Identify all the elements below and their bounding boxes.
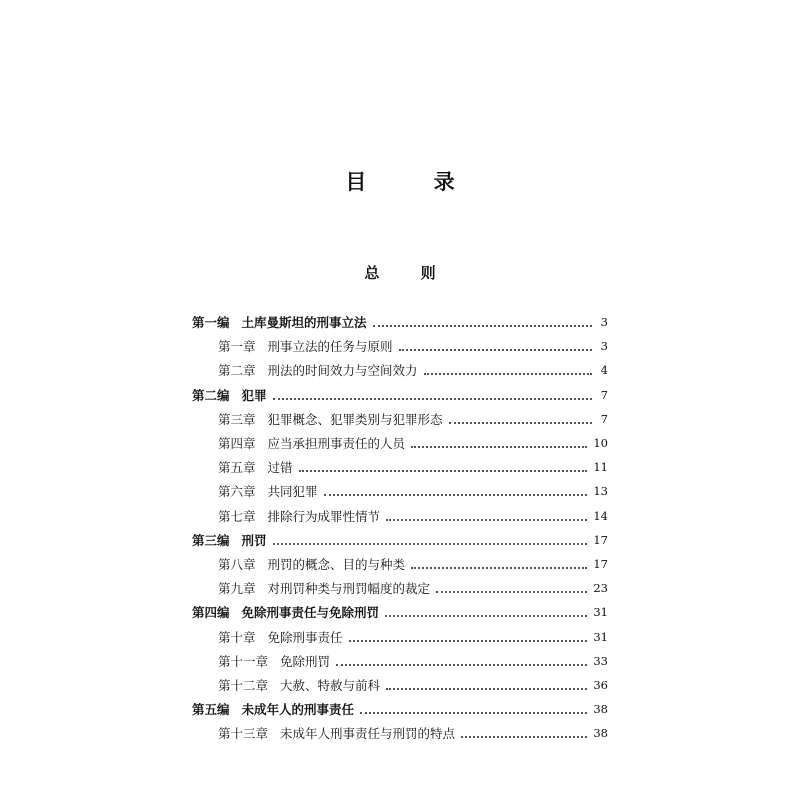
dot-leader [386, 674, 587, 690]
entry-page-number: 31 [593, 629, 608, 644]
entry-title: 免除刑事责任 [267, 629, 343, 645]
entry-title: 过错 [267, 460, 293, 476]
entry-page-number: 3 [600, 339, 608, 354]
entry-page-number: 4 [600, 363, 608, 378]
entry-page-number: 38 [593, 702, 608, 717]
entry-title: 免除刑事责任与免除刑罚 [241, 605, 380, 621]
entry-number: 第八章 [218, 556, 256, 572]
entry-number: 第九章 [218, 581, 256, 597]
entry-title: 未成年人的刑事责任 [241, 702, 355, 718]
entry-page-number: 33 [593, 653, 608, 668]
entry-number: 第十一章 [218, 653, 269, 669]
dot-leader [411, 553, 587, 569]
toc-entry-part[interactable] [192, 310, 608, 334]
dot-leader [373, 311, 592, 327]
entry-title: 刑法的时间效力与空间效力 [267, 363, 418, 379]
toc-entry-chapter[interactable] [192, 504, 608, 528]
entry-number: 第五编 [192, 702, 230, 718]
entry-title: 未成年人刑事责任与刑罚的特点 [280, 726, 456, 742]
entry-title: 刑罚的概念、目的与种类 [267, 556, 406, 572]
entry-page-number: 36 [593, 677, 608, 692]
entry-number: 第四章 [218, 436, 256, 452]
dot-leader [385, 601, 587, 617]
entry-page-number: 11 [593, 460, 608, 475]
entry-title: 排除行为成罪性情节 [267, 508, 381, 524]
entry-number: 第三编 [192, 532, 230, 548]
entry-title: 土库曼斯坦的刑事立法 [241, 315, 367, 331]
entry-number: 第一编 [192, 315, 230, 331]
entry-page-number: 10 [593, 436, 608, 451]
entry-page-number: 7 [600, 387, 608, 402]
entry-number: 第六章 [218, 484, 256, 500]
toc-entry-chapter[interactable] [192, 455, 608, 479]
toc-entry-chapter[interactable] [192, 624, 608, 648]
entry-page-number: 13 [593, 484, 608, 499]
entry-title: 刑事立法的任务与原则 [267, 339, 393, 355]
entry-number: 第一章 [218, 339, 256, 355]
dot-leader [324, 480, 588, 496]
entry-page-number: 14 [593, 508, 608, 523]
toc-entry-chapter[interactable] [192, 407, 608, 431]
entry-number: 第三章 [218, 411, 256, 427]
toc-entry-part[interactable] [192, 528, 608, 552]
entry-number: 第十二章 [218, 677, 269, 693]
entry-title: 对刑罚种类与刑罚幅度的裁定 [267, 581, 431, 597]
entry-number: 第十章 [218, 629, 256, 645]
dot-leader [399, 335, 592, 351]
entry-title: 共同犯罪 [267, 484, 318, 500]
entry-page-number: 7 [600, 411, 608, 426]
toc-entry-chapter[interactable] [192, 479, 608, 503]
entry-number: 第十三章 [218, 726, 269, 742]
section-heading: 总 则 [364, 264, 454, 282]
dot-leader [411, 432, 587, 448]
toc-entry-chapter[interactable] [192, 721, 608, 745]
dot-leader [436, 577, 587, 593]
entry-page-number: 31 [593, 605, 608, 620]
entry-title: 应当承担刑事责任的人员 [267, 436, 406, 452]
dot-leader [299, 456, 588, 472]
dot-leader [360, 698, 587, 714]
entry-page-number: 17 [593, 532, 608, 547]
dot-leader [273, 529, 588, 545]
entry-title: 免除刑罚 [280, 653, 331, 669]
toc-entry-chapter[interactable] [192, 552, 608, 576]
toc-entry-part[interactable] [192, 697, 608, 721]
dot-leader [386, 505, 587, 521]
toc-entry-part[interactable] [192, 600, 608, 624]
entry-page-number: 17 [593, 556, 608, 571]
entry-title: 刑罚 [241, 532, 267, 548]
page-title: 目 录 [345, 169, 485, 194]
dot-leader [273, 384, 592, 400]
table-of-contents [192, 310, 608, 745]
entry-title: 犯罪概念、犯罪类别与犯罪形态 [267, 411, 443, 427]
entry-title: 犯罪 [241, 387, 267, 403]
entry-number: 第七章 [218, 508, 256, 524]
toc-entry-chapter[interactable] [192, 431, 608, 455]
entry-number: 第五章 [218, 460, 256, 476]
dot-leader [449, 408, 592, 424]
toc-entry-chapter[interactable] [192, 649, 608, 673]
entry-number: 第四编 [192, 605, 230, 621]
entry-page-number: 3 [600, 315, 608, 330]
dot-leader [349, 626, 588, 642]
dot-leader [461, 722, 587, 738]
entry-number: 第二章 [218, 363, 256, 379]
toc-entry-chapter[interactable] [192, 673, 608, 697]
toc-entry-chapter[interactable] [192, 358, 608, 382]
dot-leader [336, 650, 587, 666]
entry-page-number: 38 [593, 726, 608, 741]
toc-entry-chapter[interactable] [192, 334, 608, 358]
entry-title: 大赦、特赦与前科 [280, 677, 381, 693]
entry-page-number: 23 [593, 581, 608, 596]
toc-entry-part[interactable] [192, 383, 608, 407]
dot-leader [424, 359, 592, 375]
toc-entry-chapter[interactable] [192, 576, 608, 600]
entry-number: 第二编 [192, 387, 230, 403]
